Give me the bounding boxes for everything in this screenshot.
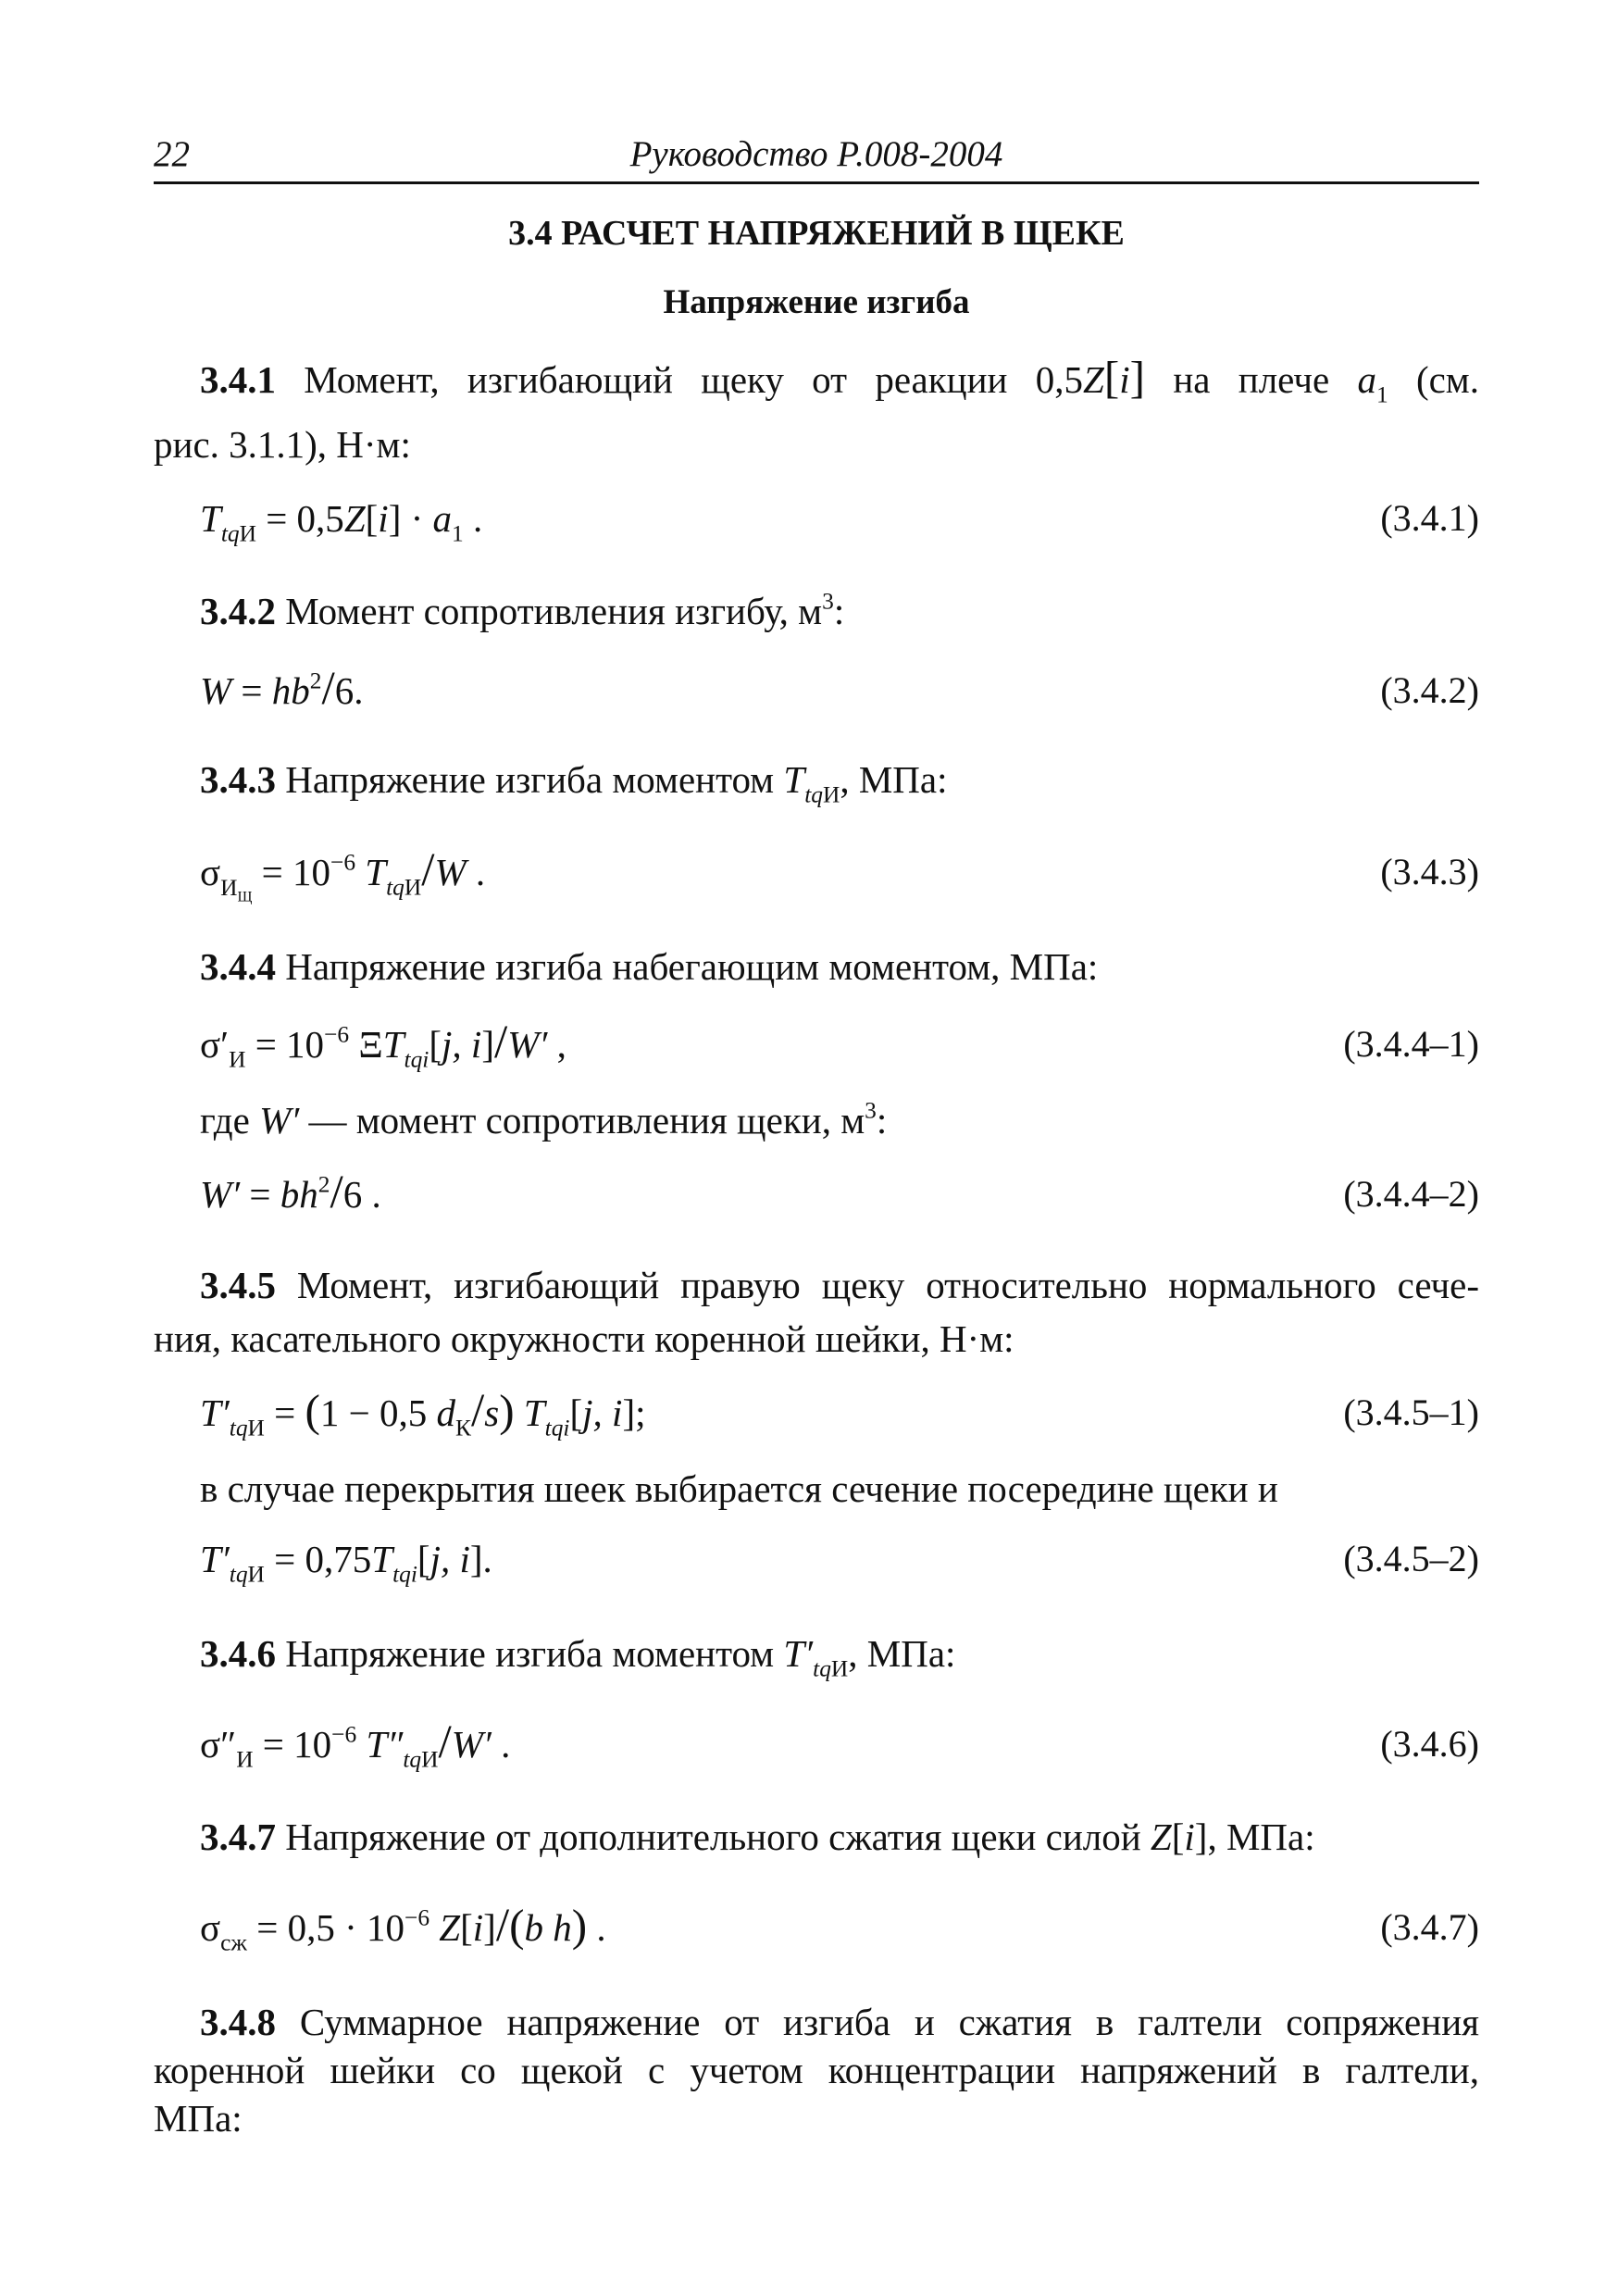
paragraph-3-4-2: 3.4.2 Момент сопротивления изгибу, $м^3$: bbox=[200, 588, 845, 632]
clause-number: 3.4.3 bbox=[200, 758, 276, 801]
equation-number: (3.4.6) bbox=[1380, 1723, 1479, 1765]
section-title: 3.4 РАСЧЕТ НАПРЯЖЕНИЙ В ЩЕКЕ bbox=[508, 214, 1125, 253]
equation-number: (3.4.4–2) bbox=[1343, 1173, 1479, 1215]
paragraph-3-4-1: 3.4.1 Момент, изгибающий щеку от реакции 0,5Z[i] на плече $a_1$ (см. bbox=[200, 352, 1479, 408]
paragraph-3-4-4: 3.4.4 Напряжение изгиба набегающим моментом, МПа: bbox=[200, 945, 1099, 988]
clause-number: 3.4.5 bbox=[200, 1264, 276, 1306]
paragraph-3-4-6: 3.4.6 Напряжение изгиба моментом $T'_{tqИ}$, МПа: bbox=[200, 1632, 956, 1682]
formula-inline: W′ bbox=[259, 1099, 300, 1142]
clause-number: 3.4.7 bbox=[200, 1816, 276, 1858]
formula-inline: $T'_{tqИ}$ bbox=[783, 1632, 849, 1682]
paragraph-3-4-4-where: где W′ — момент сопротивления щеки, $м^3$: bbox=[200, 1097, 888, 1142]
paragraph-3-4-1-line-2: рис. 3.1.1), Н·м: bbox=[154, 423, 411, 466]
equation-number: (3.4.3) bbox=[1380, 851, 1479, 892]
formula-3-4-2: $W = hb^2/6$. bbox=[200, 662, 364, 715]
equation-number: (3.4.5–2) bbox=[1343, 1538, 1479, 1579]
paragraph-3-4-7: 3.4.7 Напряжение от дополнительного сжатия щеки силой Z[i], МПа: bbox=[200, 1816, 1315, 1858]
equation-number: (3.4.2) bbox=[1380, 669, 1479, 711]
paragraph-3-4-5-note: в случае перекрытия шеек выбирается сечение посередине щеки и bbox=[200, 1467, 1278, 1510]
formula-3-4-7: $\sigma_{сж} = 0,5 \cdot 10^{-6}$ Z[i]/(b h) . bbox=[200, 1899, 606, 1956]
page-number: 22 bbox=[154, 134, 190, 174]
formula-inline: $T_{tqИ}$ bbox=[783, 758, 840, 808]
paragraph-3-4-5: 3.4.5 Момент, изгибающий правую щеку относительно нормального сече- bbox=[200, 1264, 1479, 1306]
formula-3-4-6: $\sigma''_И = 10^{-6}$ $T''_{tqИ}/W'$ . bbox=[200, 1716, 511, 1773]
clause-number: 3.4.4 bbox=[200, 945, 276, 988]
equation-number: (3.4.4–1) bbox=[1343, 1023, 1479, 1065]
paragraph-3-4-8-line-3: МПа: bbox=[154, 2097, 243, 2140]
paragraph-3-4-8-line-2: коренной шейки со щекой с учетом концентрации напряжений в галтели, bbox=[154, 2049, 1479, 2091]
formula-inline: 0,5Z[i] bbox=[1035, 352, 1146, 403]
document-title: Руководство Р.008-2004 bbox=[629, 134, 1003, 174]
formula-3-4-1: $T_{tqИ} = 0,5Z[i] \cdot a_1$ . bbox=[200, 497, 483, 547]
formula-inline: $a_1$ bbox=[1357, 358, 1388, 408]
subsection-title: Напряжение изгиба bbox=[663, 283, 970, 321]
paragraph-3-4-8: 3.4.8 Суммарное напряжение от изгиба и сжатия в галтели сопряжения bbox=[200, 2001, 1479, 2043]
formula-3-4-4-2: $W' = bh^2/6$ . bbox=[200, 1166, 381, 1218]
equation-number: (3.4.5–1) bbox=[1343, 1391, 1479, 1433]
formula-3-4-5-1: $T'_{tqИ} = (1 - 0,5$ $d_К/s$) $T_{tqi}[j$, i]; bbox=[200, 1384, 646, 1441]
clause-number: 3.4.1 bbox=[200, 358, 276, 401]
clause-number: 3.4.6 bbox=[200, 1632, 276, 1675]
paragraph-3-4-5-line-2: ния, касательного окружности коренной шейки, Н·м: bbox=[154, 1317, 1014, 1360]
clause-number: 3.4.2 bbox=[200, 590, 276, 632]
formula-3-4-3: $\sigma_{И_Щ} = 10^{-6}$ $T_{tqИ}/W$ . bbox=[200, 843, 486, 905]
formula-inline: Z[i] bbox=[1150, 1816, 1208, 1858]
page-header bbox=[154, 130, 1479, 184]
formula-3-4-5-2: $T'_{tqИ} = 0,75T_{tqi}[j$, i]. bbox=[200, 1538, 492, 1588]
clause-number: 3.4.8 bbox=[200, 2001, 276, 2043]
equation-number: (3.4.1) bbox=[1380, 497, 1479, 539]
formula-3-4-4-1: $\sigma'_И = 10^{-6}$ $\Xi T_{tqi}[j$, i]/W′ , bbox=[200, 1016, 566, 1073]
equation-number: (3.4.7) bbox=[1380, 1906, 1479, 1948]
paragraph-3-4-3: 3.4.3 Напряжение изгиба моментом $T_{tqИ}$, МПа: bbox=[200, 758, 948, 808]
